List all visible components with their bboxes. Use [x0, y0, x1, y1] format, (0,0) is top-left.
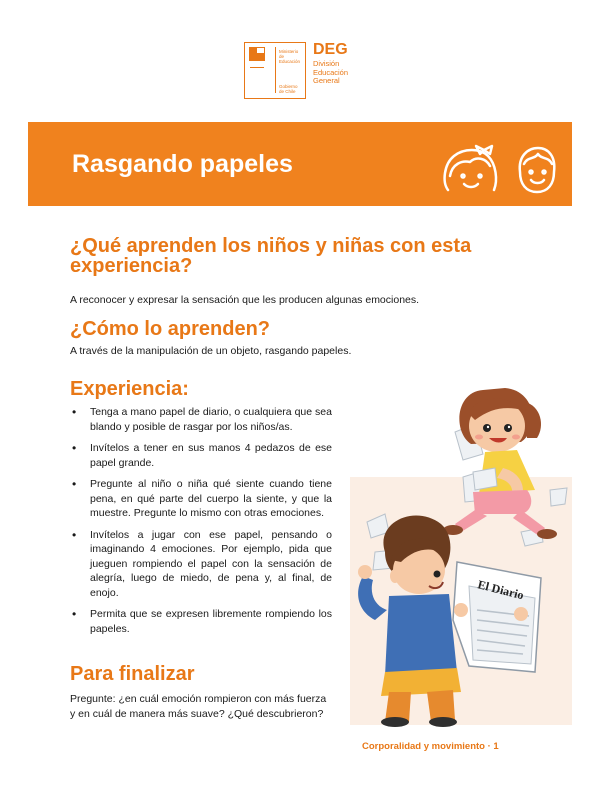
footer-text: Corporalidad y movimiento · 1 [362, 741, 499, 752]
section-title-how: ¿Cómo lo aprenden? [70, 318, 270, 340]
page-title: Rasgando papeles [72, 150, 293, 178]
deg-logo [313, 42, 373, 97]
girl-face-icon [440, 142, 502, 196]
section-title-final: Para finalizar [70, 663, 195, 685]
government-name: Gobierno de Chile [279, 84, 298, 94]
deg-title: DEG [313, 41, 348, 58]
ministry-logo [244, 42, 306, 99]
section-title-experience: Experiencia: [70, 378, 189, 400]
list-item: • Invítelos a jugar con ese papel, pensando o imaginando 4 emociones. Por ejemplo, pida que jueguen rompiendo el papel con la sensación de alegría, luego de miedo, de pena y, al final, de enojo. [70, 528, 332, 601]
section-title-learn: ¿Qué aprenden los niños y niñas con esta experiencia? [70, 235, 472, 277]
section-text-learn: A reconocer y expresar la sensación que les producen algunas emociones. [70, 294, 420, 306]
list-item: • Permita que se expresen libremente rompiendo los papeles. [70, 607, 332, 636]
chile-flag-icon [249, 47, 265, 61]
ministry-name: Ministerio de Educación [279, 49, 301, 64]
children-newspaper-illustration [345, 382, 575, 727]
section-text-how: A través de la manipulación de un objeto, rasgando papeles. [70, 345, 352, 357]
boy-face-icon [512, 142, 562, 196]
section-text-final: Pregunte: ¿en cuál emoción rompieron con más fuerza y en cuál de manera más suave? ¿Qué descubrieron? [70, 693, 327, 720]
newspaper-title: El Diario [476, 577, 526, 603]
deg-line: Educación [313, 67, 349, 77]
list-item: • Pregunte al niño o niña qué siente cuando tiene pena, en qué parte del cuerpo la siente, y que la muestre. Pregunte lo mismo con otras emociones. [70, 477, 332, 521]
list-item: • Tenga a mano papel de diario, o cualquiera que sea blando y posible de rasgar por los niños/as. [70, 405, 332, 434]
deg-line: División [313, 59, 340, 68]
title-banner [28, 122, 572, 206]
experience-list [70, 405, 332, 643]
deg-line: General [313, 76, 340, 85]
list-item: • Invítelos a tener en sus manos 4 pedazos de ese papel grande. [70, 441, 332, 470]
